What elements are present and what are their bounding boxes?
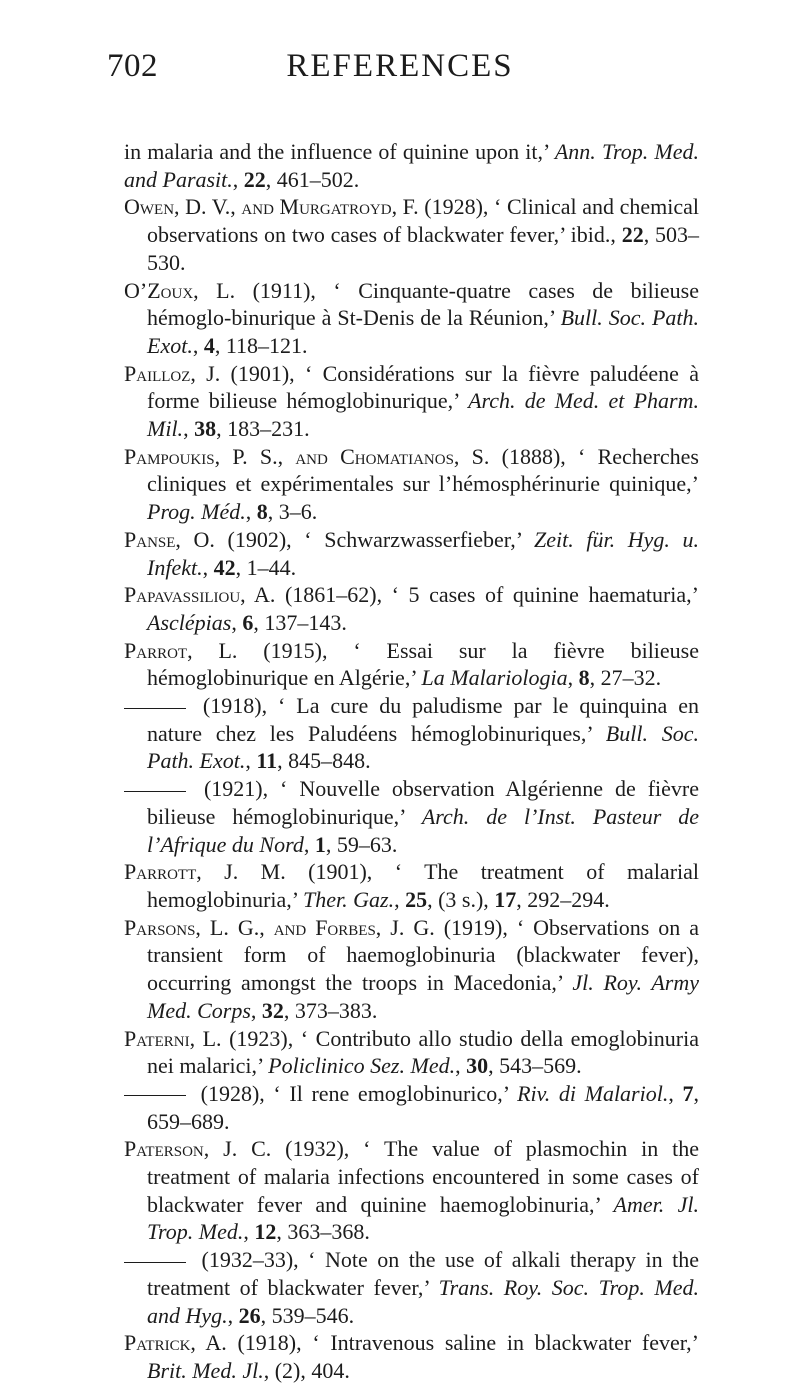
reference-authors: Owen, D. V., and Murgatroyd, F.	[124, 194, 419, 220]
reference-title: (1932), ‘ The value of plasmochin in the treatment of malaria infections encountered in some cases of blackwater fever and quinine haemoglobinuria,’	[147, 1136, 699, 1217]
reference-pages: 461–502.	[276, 166, 360, 192]
reference-entry: Paterni, L. (1923), ‘ Contributo allo studio della emoglobinuria nei malarici,’ Policlinico Sez. Med., 30, 543–569.	[124, 1025, 699, 1079]
reference-pages: 1–44.	[246, 554, 297, 580]
reference-entry: (1932–33), ‘ Note on the use of alkali therapy in the treatment of blackwater fever,’ Trans. Roy. Soc. Trop. Med. and Hyg., 26, 539–546.	[124, 1246, 699, 1329]
reference-volume: 8	[256, 499, 268, 525]
reference-entry: Parrott, J. M. (1901), ‘ The treatment of malarial hemoglobinuria,’ Ther. Gaz., 25, (3 s.), 17, 292–294.	[124, 859, 700, 912]
reference-authors: Pampoukis, P. S., and Chomatianos, S.	[124, 443, 490, 469]
reference-series: (3 s.),	[438, 886, 495, 912]
reference-journal: Zeit. für. Hyg. u. Infekt.	[147, 526, 699, 580]
reference-journal: Arch. de l’Inst. Pasteur de l’Afrique du Nord	[147, 803, 699, 857]
reference-list	[124, 138, 699, 1385]
reference-title: (1928), ‘ Clinical and chemical observations on two cases of blackwater fever,’ ibid.,	[147, 194, 700, 248]
reference-title: (1911), ‘ Cinquante-quatre cases de bilieuse hémoglo-binurique à St-Denis de la Réunion,’	[147, 277, 699, 331]
reference-volume: 12	[254, 1219, 277, 1245]
reference-volume: 42	[213, 554, 236, 580]
ditto-dash	[124, 1262, 186, 1263]
reference-title: (1861–62), ‘ 5 cases of quinine haematuria,’	[275, 582, 699, 608]
reference-volume: 25	[405, 886, 428, 912]
reference-pages: 539–546.	[271, 1302, 355, 1328]
reference-entry: (1921), ‘ Nouvelle observation Algérienne de fièvre bilieuse hémoglobinurique,’ Arch. de l’Inst. Pasteur de l’Afrique du Nord, 1, 59–63.	[124, 775, 699, 858]
reference-volume: 17	[494, 886, 517, 912]
reference-authors: Parsons, L. G., and Forbes, J. G.	[124, 914, 435, 940]
reference-pages: 59–63.	[336, 831, 398, 857]
reference-entry: Patrick, A. (1918), ‘ Intravenous saline in blackwater fever,’ Brit. Med. Jl., (2), 404.	[124, 1330, 699, 1383]
reference-authors: Pailloz, J.	[124, 360, 221, 386]
reference-entry: Parsons, L. G., and Forbes, J. G. (1919), ‘ Observations on a transient form of haemoglobinuria (blackwater fever), occurring amongst the troops in Macedonia,’ Jl. Roy. Army Med. Corps, 32, 373–383.	[124, 914, 699, 1023]
reference-volume: 8	[578, 665, 590, 691]
reference-title: (1918), ‘ Intravenous saline in blackwater fever,’	[226, 1330, 699, 1356]
reference-volume: 32	[261, 997, 284, 1023]
reference-pages: 292–294.	[527, 886, 610, 912]
page-number: 702	[107, 48, 158, 84]
reference-pages: 183–231.	[227, 416, 310, 442]
reference-authors: Parrot, L.	[124, 637, 238, 663]
reference-authors: O’Zoux, L.	[124, 277, 236, 303]
running-head: REFERENCES	[286, 48, 514, 84]
reference-title: (1928), ‘ Il rene emoglobinurico,’	[192, 1080, 518, 1106]
reference-volume: 38	[194, 416, 217, 442]
reference-title: (1901), ‘ Considérations sur la fièvre paludéene à forme bilieuse hémoglobinurique,’	[147, 360, 699, 414]
reference-entry: Pailloz, J. (1901), ‘ Considérations sur la fièvre paludéene à forme bilieuse hémoglobinurique,’ Arch. de Med. et Pharm. Mil., 38, 183–231.	[124, 360, 699, 442]
reference-title: (1902), ‘ Schwarzwasserfieber,’	[214, 526, 535, 552]
ditto-dash	[124, 708, 186, 709]
reference-volume: 4	[203, 332, 215, 358]
reference-pages: 137–143.	[264, 609, 347, 635]
reference-journal: La Malariologia	[421, 665, 568, 691]
reference-journal: Jl. Roy. Army Med. Corps	[147, 970, 699, 1023]
reference-journal: Prog. Méd.	[147, 499, 246, 525]
reference-entry: Papavassiliou, A. (1861–62), ‘ 5 cases of quinine haematuria,’ Asclépias, 6, 137–143.	[124, 582, 699, 635]
reference-authors: Parrott, J. M.	[124, 859, 286, 885]
reference-entry: Parrot, L. (1915), ‘ Essai sur la fièvre bilieuse hémoglobinurique en Algérie,’ La Malariologia, 8, 27–32.	[124, 637, 700, 691]
reference-authors: Panse, O.	[124, 526, 215, 552]
reference-journal: Ann. Trop. Med. and Parasit.	[124, 139, 700, 192]
reference-journal: Asclépias	[147, 609, 232, 635]
reference-entry: O’Zoux, L. (1911), ‘ Cinquante-quatre cases de bilieuse hémoglo-binurique à St-Denis de la Réunion,’ Bull. Soc. Path. Exot., 4, 118–121.	[124, 277, 700, 358]
reference-volume: 22	[243, 166, 266, 192]
reference-volume: 22	[621, 222, 644, 248]
reference-title: (1915), ‘ Essai sur la fièvre bilieuse hémoglobinurique en Algérie,’	[147, 637, 700, 691]
reference-volume: 1	[314, 831, 326, 857]
reference-volume: 26	[238, 1302, 261, 1328]
reference-journal: Amer. Jl. Trop. Med.	[147, 1191, 699, 1245]
reference-pages: 373–383.	[294, 997, 378, 1023]
reference-journal: Brit. Med. Jl.	[147, 1357, 264, 1383]
reference-title: (1932–33), ‘ Note on the use of alkali therapy in the treatment of blackwater fever,’	[147, 1247, 699, 1300]
reference-volume: 6	[242, 609, 254, 635]
reference-journal: Riv. di Malariol.	[517, 1080, 669, 1106]
reference-authors: Paterson, J. C.	[124, 1136, 272, 1162]
reference-journal: Ther. Gaz.	[303, 886, 395, 912]
reference-journal: Trans. Roy. Soc. Trop. Med. and Hyg.	[147, 1274, 699, 1328]
ditto-dash	[124, 1095, 186, 1096]
reference-pages: 363–368.	[287, 1219, 370, 1245]
reference-entry: Panse, O. (1902), ‘ Schwarzwasserfieber,’ Zeit. für. Hyg. u. Infekt., 42, 1–44.	[124, 526, 699, 580]
reference-entry: Pampoukis, P. S., and Chomatianos, S. (1888), ‘ Recherches cliniques et expérimentales sur l’hémosphérinurie quinique,’ Prog. Méd., 8, 3–6.	[124, 443, 699, 525]
reference-pages: 659–689.	[147, 1108, 230, 1134]
reference-title: (1919), ‘ Observations on a transient form of haemoglobinuria (blackwater fever), occurring amongst the troops in Macedonia,’	[147, 914, 699, 996]
reference-pages: 845–848.	[288, 748, 371, 774]
reference-journal: Policlinico Sez. Med.	[268, 1053, 456, 1079]
reference-entry: Owen, D. V., and Murgatroyd, F. (1928), ‘ Clinical and chemical observations on two cases of blackwater fever,’ ibid., 22, 503–530.	[124, 194, 700, 275]
reference-volume: 30	[466, 1053, 489, 1079]
reference-title: (1888), ‘ Recherches cliniques et expérimentales sur l’hémosphérinurie quinique,’	[147, 443, 699, 497]
reference-pages: 503–530.	[147, 222, 700, 275]
ditto-dash	[124, 791, 186, 792]
reference-entry: Paterson, J. C. (1932), ‘ The value of plasmochin in the treatment of malaria infections encountered in some cases of blackwater fever and quinine haemoglobinuria,’ Amer. Jl. Trop. Med., 12, 363–368.	[124, 1136, 699, 1245]
reference-title: (1901), ‘ The treatment of malarial hemoglobinuria,’	[147, 859, 700, 912]
reference-title: (1921), ‘ Nouvelle observation Algérienne de fièvre bilieuse hémoglobinurique,’	[147, 776, 699, 829]
reference-title: (1923), ‘ Contributo allo studio della emoglobinuria nei malarici,’	[147, 1025, 699, 1079]
reference-pages: 543–569.	[499, 1053, 582, 1079]
reference-title: in malaria and the influence of quinine upon it,’	[124, 139, 555, 164]
reference-series: (2),	[274, 1357, 312, 1383]
reference-entry: in malaria and the influence of quinine upon it,’ Ann. Trop. Med. and Parasit., 22, 461–502.	[124, 139, 700, 192]
reference-journal: Bull. Soc. Path. Exot.	[147, 720, 699, 774]
reference-authors: Patrick, A.	[124, 1330, 227, 1356]
page-header	[0, 48, 800, 98]
reference-volume: 7	[682, 1080, 694, 1106]
reference-volume: 11	[256, 748, 278, 774]
reference-authors: Papavassiliou, A.	[124, 582, 276, 608]
reference-entry: (1928), ‘ Il rene emoglobinurico,’ Riv. di Malariol., 7, 659–689.	[124, 1080, 699, 1135]
reference-pages: 118–121.	[225, 332, 308, 358]
reference-pages: 27–32.	[600, 665, 662, 691]
reference-authors: Paterni, L.	[124, 1025, 222, 1051]
reference-pages: 404.	[311, 1357, 350, 1383]
reference-pages: 3–6.	[278, 499, 318, 525]
reference-title: (1918), ‘ La cure du paludisme par le quinquina en nature chez les Paludéens hémoglobinuriques,’	[147, 693, 699, 746]
reference-journal: Bull. Soc. Path. Exot.	[147, 305, 700, 358]
reference-entry: (1918), ‘ La cure du paludisme par le quinquina en nature chez les Paludéens hémoglobinuriques,’ Bull. Soc. Path. Exot., 11, 845–848.	[124, 692, 699, 775]
reference-journal: Arch. de Med. et Pharm. Mil.	[147, 388, 699, 442]
